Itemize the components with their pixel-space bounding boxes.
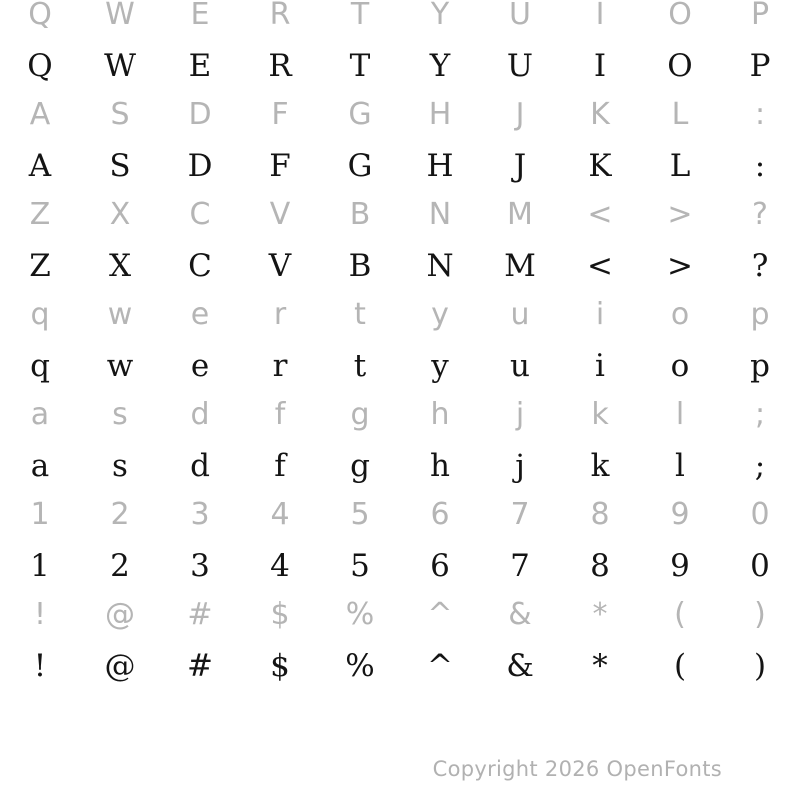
glyph-reference-row <box>0 297 800 332</box>
glyph-sample-cell: R <box>268 48 292 84</box>
glyph-reference-cell: ; <box>754 397 766 432</box>
glyph-reference-cell: & <box>508 597 532 632</box>
glyph-reference-cell: $ <box>270 597 290 632</box>
glyph-sample-cell: ( <box>673 648 687 684</box>
glyph-reference-cell: Q <box>28 0 52 32</box>
glyph-sample-cell: w <box>106 348 134 384</box>
glyph-reference-cell: 4 <box>270 497 290 532</box>
glyph-sample-cell: u <box>510 348 530 384</box>
glyph-pair-block <box>0 597 800 700</box>
glyph-reference-cell: i <box>595 297 605 332</box>
glyph-reference-cell: P <box>750 0 770 32</box>
glyph-sample-cell: L <box>669 148 691 184</box>
glyph-reference-cell: d <box>190 397 210 432</box>
glyph-reference-cell: X <box>109 197 131 232</box>
glyph-sample-cell: G <box>347 148 373 184</box>
glyph-sample-cell: Z <box>29 248 51 284</box>
glyph-reference-cell: * <box>592 597 608 632</box>
glyph-reference-cell: K <box>590 97 610 132</box>
glyph-reference-cell: ( <box>674 597 686 632</box>
glyph-reference-cell: J <box>515 97 525 132</box>
glyph-sample-cell: 1 <box>30 548 50 584</box>
glyph-reference-cell: D <box>188 97 212 132</box>
glyph-sample-cell: 4 <box>270 548 290 584</box>
glyph-reference-cell: 8 <box>590 497 610 532</box>
glyph-sample-cell: ) <box>753 648 767 684</box>
glyph-sample-row <box>0 548 800 584</box>
glyph-pair-block <box>0 397 800 500</box>
glyph-reference-cell: Y <box>430 0 450 32</box>
glyph-reference-cell: o <box>670 297 690 332</box>
glyph-reference-cell: 3 <box>190 497 210 532</box>
glyph-pair-block <box>0 197 800 300</box>
glyph-reference-cell: t <box>354 297 366 332</box>
glyph-sample-cell: f <box>274 448 286 484</box>
glyph-reference-cell: > <box>667 197 693 232</box>
glyph-sample-cell: A <box>28 148 52 184</box>
glyph-reference-cell: : <box>754 97 766 132</box>
glyph-reference-cell: T <box>350 0 370 32</box>
glyph-sample-cell: U <box>506 48 534 84</box>
glyph-reference-cell: p <box>750 297 770 332</box>
glyph-sample-cell: 9 <box>670 548 690 584</box>
glyph-sample-cell: P <box>749 48 771 84</box>
glyph-reference-cell: w <box>107 297 133 332</box>
glyph-sample-row <box>0 648 800 684</box>
glyph-reference-cell: # <box>187 597 213 632</box>
glyph-reference-row <box>0 197 800 232</box>
glyph-sample-cell: @ <box>104 648 136 684</box>
glyph-sample-cell: e <box>190 348 210 384</box>
glyph-pair-block <box>0 297 800 400</box>
glyph-reference-cell: ^ <box>427 597 453 632</box>
glyph-sample-cell: H <box>426 148 454 184</box>
glyph-sample-row <box>0 348 800 384</box>
glyph-sample-cell: F <box>269 148 291 184</box>
glyph-sample-cell: 6 <box>430 548 450 584</box>
glyph-reference-cell: u <box>510 297 530 332</box>
glyph-reference-cell: 9 <box>670 497 690 532</box>
glyph-sample-row <box>0 148 800 184</box>
glyph-sample-cell: ! <box>33 648 47 684</box>
glyph-sample-cell: k <box>590 448 610 484</box>
glyph-sample-cell: C <box>188 248 212 284</box>
glyph-reference-cell: R <box>269 0 291 32</box>
glyph-reference-row <box>0 497 800 532</box>
glyph-reference-cell: O <box>668 0 692 32</box>
glyph-reference-cell: 7 <box>510 497 530 532</box>
glyph-sample-cell: ? <box>751 248 769 284</box>
glyph-sample-cell: r <box>272 348 288 384</box>
glyph-reference-cell: C <box>189 197 211 232</box>
glyph-sample-cell: < <box>587 248 613 284</box>
glyph-reference-cell: F <box>271 97 289 132</box>
glyph-sample-cell: : <box>754 148 766 184</box>
glyph-reference-cell: ! <box>33 597 47 632</box>
glyph-reference-cell: a <box>30 397 50 432</box>
glyph-sample-cell: s <box>112 448 128 484</box>
glyph-reference-row <box>0 397 800 432</box>
glyph-reference-row <box>0 0 800 30</box>
glyph-sample-cell: h <box>430 448 450 484</box>
glyph-reference-cell: 6 <box>430 497 450 532</box>
glyph-reference-cell: M <box>507 197 533 232</box>
glyph-reference-cell: 0 <box>750 497 770 532</box>
glyph-reference-cell: 1 <box>30 497 50 532</box>
glyph-pair-block <box>0 497 800 600</box>
glyph-sample-cell: & <box>506 648 534 684</box>
glyph-reference-cell: l <box>675 397 685 432</box>
glyph-sample-cell: N <box>426 248 454 284</box>
glyph-sample-cell: Q <box>27 48 53 84</box>
glyph-reference-cell: e <box>190 297 210 332</box>
glyph-sample-cell: # <box>187 648 213 684</box>
glyph-reference-cell: r <box>273 297 287 332</box>
glyph-sample-cell: p <box>750 348 770 384</box>
glyph-sample-cell: 5 <box>350 548 370 584</box>
glyph-reference-cell: G <box>348 97 372 132</box>
glyph-sample-cell: E <box>188 48 212 84</box>
glyph-reference-cell: E <box>190 0 210 32</box>
glyph-pair-block <box>0 97 800 200</box>
glyph-sample-cell: j <box>515 448 525 484</box>
glyph-sample-cell: B <box>348 248 372 284</box>
glyph-reference-cell: U <box>509 0 531 32</box>
glyph-reference-cell: H <box>428 97 452 132</box>
glyph-reference-cell: N <box>428 197 452 232</box>
glyph-reference-row <box>0 97 800 132</box>
glyph-sample-cell: D <box>187 148 213 184</box>
glyph-sample-cell: I <box>593 48 607 84</box>
glyph-reference-cell: g <box>350 397 370 432</box>
glyph-sample-row <box>0 48 800 84</box>
glyph-sample-cell: T <box>349 48 371 84</box>
glyph-sample-cell: W <box>104 48 136 84</box>
glyph-sample-cell: S <box>109 148 131 184</box>
glyph-reference-cell: j <box>515 397 525 432</box>
glyph-reference-cell: B <box>349 197 371 232</box>
glyph-reference-cell: y <box>431 297 449 332</box>
glyph-reference-cell: L <box>671 97 689 132</box>
glyph-reference-cell: < <box>587 197 613 232</box>
glyph-reference-cell: V <box>269 197 291 232</box>
glyph-sample-cell: K <box>588 148 612 184</box>
glyph-sample-cell: V <box>268 248 292 284</box>
glyph-sample-cell: 0 <box>750 548 770 584</box>
glyph-sample-cell: q <box>30 348 50 384</box>
glyph-sample-row <box>0 248 800 284</box>
glyph-sample-cell: ^ <box>427 648 453 684</box>
glyph-sample-cell: X <box>108 248 132 284</box>
glyph-sample-cell: ; <box>754 448 766 484</box>
glyph-sample-cell: y <box>431 348 449 384</box>
glyph-sample-cell: 8 <box>590 548 610 584</box>
glyph-reference-cell: % <box>345 597 375 632</box>
glyph-reference-cell: I <box>595 0 605 32</box>
glyph-sample-cell: > <box>667 248 693 284</box>
glyph-sample-cell: Y <box>429 48 451 84</box>
copyright-text: Copyright 2026 OpenFonts <box>432 757 722 781</box>
glyph-reference-cell: S <box>110 97 130 132</box>
glyph-sample-cell: t <box>353 348 367 384</box>
glyph-sample-cell: J <box>513 148 527 184</box>
glyph-reference-cell: W <box>105 0 135 32</box>
glyph-reference-cell: s <box>112 397 128 432</box>
glyph-sample-cell: g <box>350 448 370 484</box>
glyph-sample-cell: i <box>595 348 605 384</box>
glyph-sample-cell: o <box>670 348 690 384</box>
glyph-reference-cell: q <box>30 297 50 332</box>
glyph-reference-cell: 2 <box>110 497 130 532</box>
glyph-reference-cell: @ <box>105 597 135 632</box>
glyph-sample-cell: 3 <box>190 548 210 584</box>
glyph-reference-cell: 5 <box>350 497 370 532</box>
glyph-sample-cell: l <box>675 448 685 484</box>
glyph-sample-cell: O <box>667 48 693 84</box>
glyph-sample-cell: 7 <box>510 548 530 584</box>
glyph-sample-cell: * <box>592 648 608 684</box>
glyph-reference-cell: ? <box>752 197 768 232</box>
glyph-sample-row <box>0 448 800 484</box>
glyph-reference-cell: Z <box>29 197 51 232</box>
glyph-sample-cell: 2 <box>110 548 130 584</box>
glyph-reference-cell: f <box>274 397 286 432</box>
glyph-sample-cell: d <box>190 448 210 484</box>
glyph-reference-cell: k <box>591 397 609 432</box>
glyph-reference-cell: h <box>430 397 450 432</box>
glyph-sample-cell: % <box>345 648 375 684</box>
glyph-reference-row <box>0 597 800 632</box>
glyph-pair-block <box>0 0 800 100</box>
glyph-reference-cell: ) <box>754 597 766 632</box>
glyph-sample-cell: a <box>30 448 50 484</box>
glyph-reference-cell: A <box>29 97 51 132</box>
glyph-sample-cell: $ <box>270 648 290 684</box>
glyph-sample-cell: M <box>504 248 536 284</box>
